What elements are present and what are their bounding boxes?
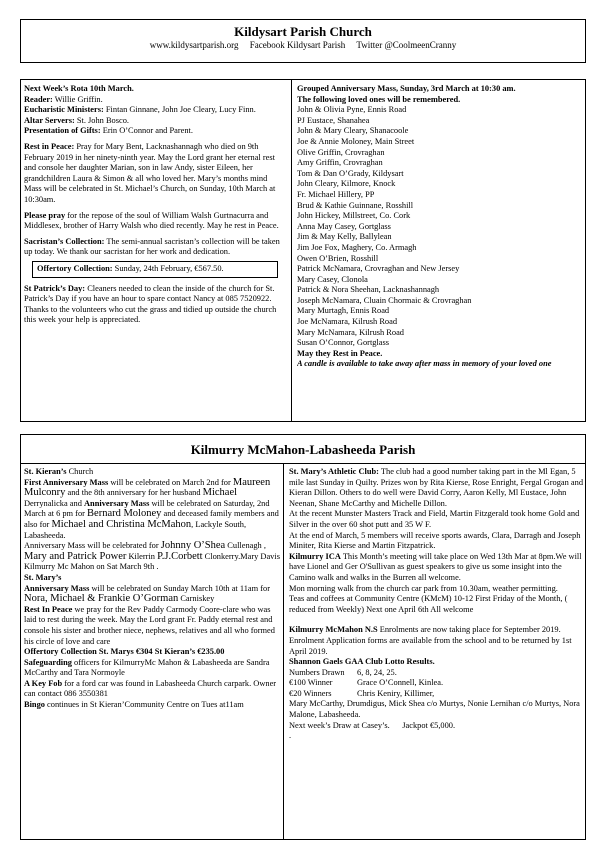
rest-in-peace: Rest in Peace: Pray for Mary Bent, Lacknashannagh who died on 9th February 2019 in her ninety-ninth year. May the Lord grant her eternal rest and console her daughter Marian, son in law Andy, sister Eileen, her grandchildren Laura & Simon & all who loved her. Mary’s months mind Mass will be celebrated in St. Michael’s Church, on Sunday, 10th March at 10:30am. (24, 141, 276, 204)
anniversary-closing: May they Rest in Peace. (297, 348, 383, 358)
lotto-100-winner: €100 Winner Grace O’Connell, Kinlea. (289, 678, 444, 688)
kildysart-body (20, 79, 586, 422)
anniversary-name: John & Olivia Pyne, Ennis Road (297, 105, 407, 115)
anniversary-name: Olive Griffin, Crovraghan (297, 147, 385, 157)
lotto-heading: Shannon Gaels GAA Club Lotto Results. (289, 657, 435, 667)
kilmurry-section (20, 434, 586, 840)
anniversary-subheading: The following loved ones will be remembered. (297, 94, 461, 104)
facebook: Facebook Kildysart Parish (249, 40, 346, 50)
key-fob: A Key Fob for a ford car was found in Labasheeda Church carpark. Owner can contact 086 3550381 (24, 678, 277, 699)
kildysart-links (21, 39, 585, 51)
candle-note: A candle is available to take away after mass in memory of your loved one (297, 359, 552, 369)
anniversary-name: Brud & Kathie Guinnane, Rosshill (297, 200, 414, 210)
anniversary-mass-marys: Anniversary Mass will be celebrated on Sunday March 10th at 11am for Nora, Michael & Frankie O’Gorman Carniskey (24, 583, 271, 605)
offertory-kilmurry: Offertory Collection St. Marys €304 St Kieran’s €235.00 (24, 647, 225, 657)
anniversary-name: John & Mary Cleary, Shanacoole (297, 126, 409, 136)
anniversary-heading: Grouped Anniversary Mass, Sunday, 3rd March at 10:30 am. (297, 84, 516, 93)
safeguarding: Safeguarding officers for KilmurryMc Mahon & Labasheeda are Sandra McCarthy and Tara Normoyle (24, 657, 270, 678)
anniversary-name: John Hickey, Millstreet, Co. Cork (297, 211, 411, 221)
bingo: Bingo continues in St Kieran’Community Centre on Tues at11am (24, 700, 244, 710)
anniversary-name: John Cleary, Kilmore, Knock (297, 179, 396, 189)
anniversary-name: Patrick & Nora Sheehan, Lacknashannagh (297, 285, 440, 295)
anniversary-name: Jim Joe Fox, Maghery, Co. Armagh (297, 242, 417, 252)
kildysart-right-column (297, 84, 583, 418)
masters-track: At the recent Munster Masters Track and Field, Martin Fitzgerald took home Gold and Silver in the over 60 shot putt and 35 W F. (289, 509, 580, 529)
kildysart-left-column (24, 84, 286, 418)
anniversary-name: Joe McNamara, Kilrush Road (297, 317, 398, 327)
anniversary-name: Joe & Annie Moloney, Main Street (297, 136, 415, 146)
st-patricks-day: St Patrick’s Day: Cleaners needed to clean the inside of the church for St. Patrick’s Day if you have an hour to spare contact Nancy at 085 7520922. Thanks to the volunteers who cut the grass and tidied up outside the church this week your help is appreciated. (24, 283, 277, 325)
anniversary-name: Tom & Dan O’Grady, Kildysart (297, 168, 404, 178)
kilmurry-rule (21, 463, 585, 464)
offertory-box: Offertory Collection: Sunday, 24th February, €567.50. (32, 261, 278, 278)
sacristan-collection: Sacristan’s Collection: The semi-annual sacristan’s collection will be taken up today. We thank our sacristan for her work and dedication. (24, 236, 280, 257)
anniversary-name: PJ Eustace, Shanahea (297, 115, 370, 125)
please-pray: Please pray for the repose of the soul of William Walsh Gurtnacurra and Middlesex, brother of Harry Walsh who died recently. May he rest in Peace. (24, 210, 279, 231)
website: www.kildysartparish.org (149, 40, 239, 50)
athletic-club: St. Mary’s Athletic Club: The club had a good number taking part in the Ml Egan, 5 mile last Sunday in Quilty. Prizes won by Rita Kierse, Rose Enright, Fergal Grogan and Kieran Dillon. Others to do well were David Corry, Aaron Kelly, Ml Eustace, John Neenan, Shane McCarthy and Michelle Dillon. (289, 467, 583, 508)
st-kierans-heading: St. Kieran’s Church (24, 467, 94, 476)
kilmurry-title: Kilmurry McMahon-Labasheeda Parish (190, 442, 416, 457)
lotto-20-more: Mary McCarthy, Drumdigus, Mick Shea c/o Murtys, Nonie Lernihan c/o Murtys, Nora Malone, Labasheeda. (289, 699, 580, 720)
trailing-dot: . (289, 731, 292, 741)
anniversary-mass-kieran: Anniversary Mass will be celebrated for Johnny O’Shea Cullenagh , Mary and Patrick Power Kilerrin P.J.Corbett Clonkerry.Mary Davis Kilmurry Mc Mahon on Sat March 9th . (24, 540, 280, 572)
rota: Next Week’s Rota 10th March. Reader: Willie Griffin. Eucharistic Ministers: Fintan Ginnane, John Joe Cleary, Lucy Finn. Altar Servers: St. John Bosco. Presentation of Gifts: Erin O’Connor and Parent. (24, 84, 256, 136)
first-anniversary: First Anniversary Mass will be celebrated on March 2nd for Maureen Mulconry and the 8th anniversary for her husband Michael Derrynalicka and Anniversary Mass will be celebrated on Saturday, 2nd March at 6 pm for Bernard Moloney and deceased family members and also for Michael and Christina McMahon, Lackyle South, Labasheeda. (24, 476, 279, 540)
lotto-next-draw: Next week’s Draw at Casey’s. Jackpot €5,000. (289, 720, 456, 730)
anniversary-name: Joseph McNamara, Cluain Chormaic & Crovraghan (297, 295, 472, 305)
column-divider (291, 80, 292, 421)
lotto-numbers: Numbers Drawn 6, 8, 24, 25. (289, 667, 397, 677)
lotto-20-winners: €20 Winners Chris Keniry, Killimer, (289, 688, 435, 698)
teas-coffees: Teas and coffees at Community Centre (KMcM) 10-12 First Friday of the Month, ( reduced from Weekly) Next one April 6th All welcome (289, 594, 568, 614)
anniversary-name: Mary Murtagh, Ennis Road (297, 306, 390, 316)
kilmurry-left-column (24, 467, 280, 837)
kildysart-header (20, 19, 586, 63)
anniversary-name: Anna May Casey, Gortglass (297, 221, 391, 231)
kildysart-title: Kildysart Parish Church (234, 24, 372, 39)
anniversary-names (297, 105, 583, 349)
rest-in-peace-kilmurry: Rest In Peace we pray for the Rev Paddy Carmody Coore-clare who was laid to rest during the week. May the Lord grant Fr. Paddy eternal rest and console his sister and brother niece, nephews, relatives and all who formed his circle of love and care (24, 604, 275, 646)
sports-awards: At the end of March, 5 members will receive sports awards, Clara, Darragh and Joseph Miniter, Rita Kierse and Martin Fitzpatrick. (289, 530, 581, 551)
anniversary-name: Mary Casey, Clonola (297, 274, 368, 284)
anniversary-name: Susan O’Connor, Gortglass (297, 338, 390, 348)
st-marys-heading: St. Mary’s (24, 572, 62, 582)
anniversary-name: Mary McNamara, Kilrush Road (297, 327, 404, 337)
kilmurry-ica: Kilmurry ICA This Month’s meeting will take place on Wed 13th Mar at 8pm.We will have Lionel and Ger O'Sullivan as guest speakers to give us some insight into the Camino walk and walks in the Burren all welcome. (289, 551, 582, 582)
morning-walk: Mon morning walk from the church car park from 10.30am, weather permitting. (289, 583, 558, 593)
national-school: Kilmurry McMahon N.S Enrolments are now taking place for September 2019. Enrolment Application forms are available from the school and to be returned by 1st April 2019. (289, 625, 572, 656)
kilmurry-right-column (289, 467, 583, 837)
anniversary-name: Fr. Michael Hillery, PP (297, 189, 375, 199)
anniversary-name: Amy Griffin, Crovraghan (297, 158, 383, 168)
kilmurry-divider (283, 463, 284, 839)
anniversary-name: Jim & May Kelly, Ballylean (297, 232, 392, 242)
anniversary-name: Owen O’Brien, Rosshill (297, 253, 379, 263)
anniversary-name: Patrick McNamara, Crovraghan and New Jersey (297, 264, 460, 274)
twitter: Twitter @CoolmeenCranny (356, 40, 457, 50)
